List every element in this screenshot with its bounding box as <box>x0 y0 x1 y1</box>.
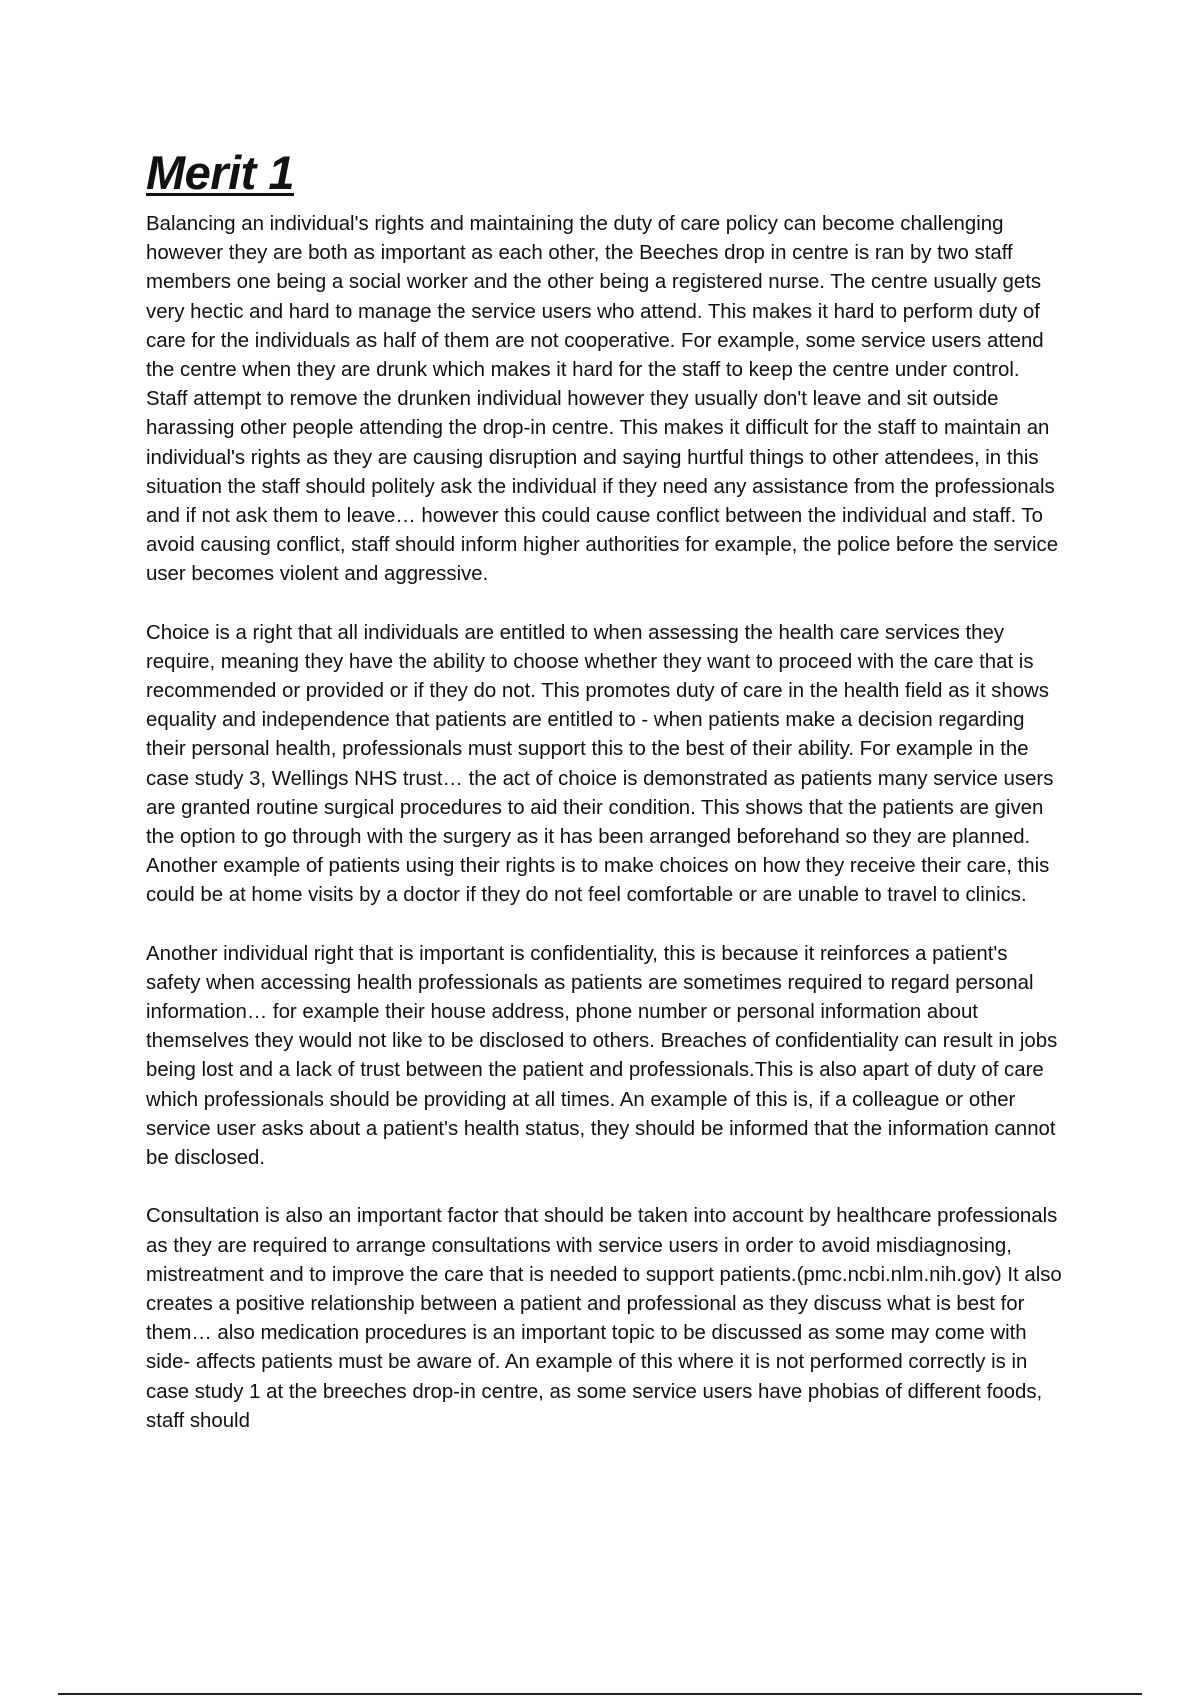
page-title: Merit 1 <box>146 146 294 199</box>
footer-divider <box>58 1693 1142 1695</box>
paragraph-rights-duty-of-care: Balancing an individual's rights and maintaining the duty of care policy can become challenging however they are both as important as each other, the Beeches drop in centre is ran by two staff members one being a social worker and the other being a registered nurse. The centre usually gets very hectic and hard to manage the service users who attend. This makes it hard to perform duty of care for the individuals as half of them are not cooperative. For example, some service users attend the centre when they are drunk which makes it hard for the staff to keep the centre under control. Staff attempt to remove the drunken individual however they usually don't leave and sit outside harassing other people attending the drop-in centre. This makes it difficult for the staff to maintain an individual's rights as they are causing disruption and saying hurtful things to other attendees, in this situation the staff should politely ask the individual if they need any assistance from the professionals and if not ask them to leave… however this could cause conflict between the individual and staff. To avoid causing conflict, staff should inform higher authorities for example, the police before the service user becomes violent and aggressive. <box>146 213 1059 586</box>
paragraph-choice: Choice is a right that all individuals are entitled to when assessing the health care services they require, meaning they have the ability to choose whether they want to proceed with the care that is recommended or provided or if they do not. This promotes duty of care in the health field as it shows equality and independence that patients are entitled to - when patients make a decision regarding their personal health, professionals must support this to the best of their ability. For example in the case study 3, Wellings NHS trust… the act of choice is demonstrated as patients many service users are granted routine surgical procedures to aid their condition. This shows that the patients are given the option to go through with the surgery as it has been arranged beforehand so they are planned. Another example of patients using their rights is to make choices on how they receive their care, this could be at home visits by a doctor if they do not feel comfortable or are unable to travel to clinics. <box>146 621 1054 907</box>
paragraph-consultation: Consultation is also an important factor that should be taken into account by healthcare professionals as they are required to arrange consultations with service users in order to avoid misdiagnosing, mistreatment and to improve the care that is needed to support patients.(pmc.ncbi.nlm.nih.gov) It also creates a positive relationship between a patient and professional as they discuss what is best for them… also medication procedures is an important topic to be discussed as some may come with side- affects patients must be aware of. An example of this where it is not performed correctly is in case study 1 at the breeches drop-in centre, as some service users have phobias of different foods, staff should <box>146 1205 1062 1432</box>
document-page <box>146 146 1066 1465</box>
paragraph-confidentiality: Another individual right that is important is confidentiality, this is because it reinforces a patient's safety when accessing health professionals as patients are sometimes required to regard personal information… for example their house address, phone number or personal information about themselves they would not like to be disclosed to others. Breaches of confidentiality can result in jobs being lost and a lack of trust between the patient and professionals.This is also apart of duty of care which professionals should be providing at all times. An example of this is, if a colleague or other service user asks about a patient's health status, they should be informed that the information cannot be disclosed. <box>146 942 1058 1170</box>
